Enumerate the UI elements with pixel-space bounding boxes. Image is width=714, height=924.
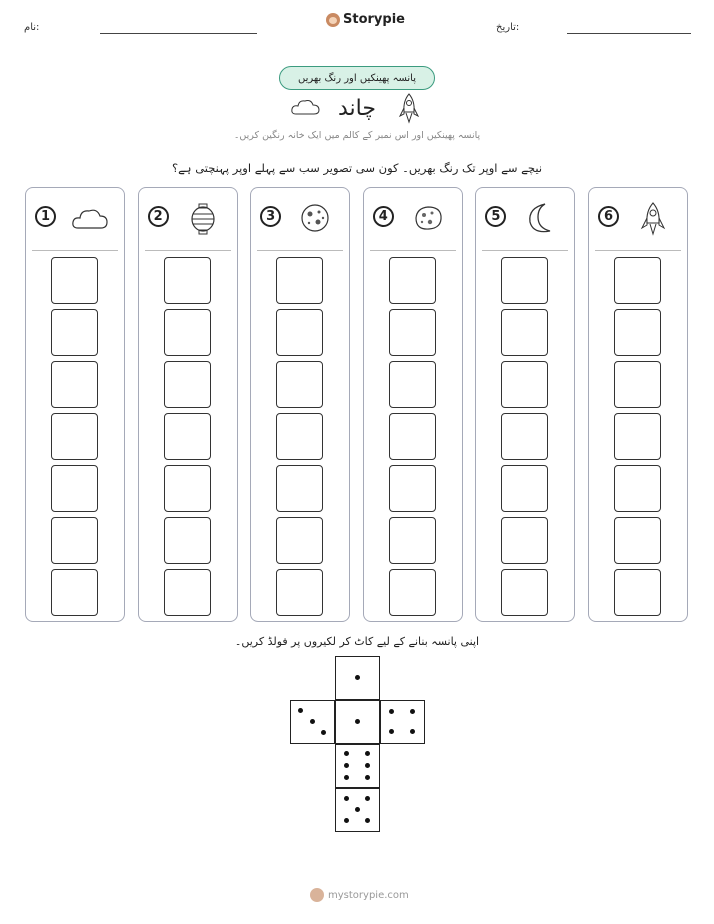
dice-pip: [410, 709, 415, 714]
race-column-4: [363, 187, 463, 622]
dice-face-6: [335, 744, 380, 788]
column-number: 3: [260, 206, 281, 227]
column-divider: [595, 250, 681, 251]
dice-pip: [344, 763, 349, 768]
race-column-2: [138, 187, 238, 622]
rocket-icon: [398, 92, 420, 124]
bear-logo-icon: [310, 888, 324, 902]
column-number: 4: [373, 206, 394, 227]
name-label: نام:: [24, 22, 40, 33]
instructions-subtitle: پانسہ پھینکیں اور اس نمبر کے کالم میں ایک خانہ رنگین کریں۔: [233, 130, 481, 141]
column-divider: [482, 250, 568, 251]
color-cell[interactable]: [501, 309, 548, 356]
dice-pip: [365, 751, 370, 756]
color-cell[interactable]: [389, 517, 436, 564]
color-cell[interactable]: [164, 361, 211, 408]
race-column-3: [250, 187, 350, 622]
color-cell[interactable]: [614, 257, 661, 304]
color-cell[interactable]: [614, 361, 661, 408]
dice-pip: [344, 775, 349, 780]
dice-pip: [365, 775, 370, 780]
color-cell[interactable]: [614, 413, 661, 460]
color-cell[interactable]: [389, 569, 436, 616]
page-title: چاند: [338, 96, 376, 121]
color-cell[interactable]: [614, 309, 661, 356]
dice-pip: [355, 675, 360, 680]
dice-face-1: [335, 700, 380, 744]
date-label: تاریخ:: [496, 22, 520, 33]
color-cell[interactable]: [276, 517, 323, 564]
dice-pip: [355, 719, 360, 724]
dice-pip: [321, 730, 326, 735]
color-cell[interactable]: [501, 413, 548, 460]
dice-pip: [410, 729, 415, 734]
cloud-icon: [290, 96, 322, 118]
color-cell[interactable]: [51, 569, 98, 616]
color-cell[interactable]: [164, 517, 211, 564]
color-cell[interactable]: [501, 569, 548, 616]
color-cell[interactable]: [501, 361, 548, 408]
dice-pip: [365, 763, 370, 768]
race-question: نیچے سے اوپر تک رنگ بھریں۔ کون سی تصویر سب سے پہلے اوپر پہنچتی ہے؟: [171, 161, 543, 175]
color-cell[interactable]: [51, 465, 98, 512]
lantern-planet-icon: [183, 200, 223, 236]
color-cell[interactable]: [164, 413, 211, 460]
color-cell[interactable]: [51, 309, 98, 356]
race-column-6: [588, 187, 688, 622]
dice-pip: [310, 719, 315, 724]
color-cell[interactable]: [614, 465, 661, 512]
crescent-moon-icon: [520, 200, 560, 236]
race-column-5: [475, 187, 575, 622]
color-cell[interactable]: [614, 517, 661, 564]
color-cell[interactable]: [389, 257, 436, 304]
dice-face-4: [380, 700, 425, 744]
column-number: 1: [35, 206, 56, 227]
color-cell[interactable]: [501, 257, 548, 304]
asteroid-icon: [408, 200, 448, 236]
color-cell[interactable]: [389, 361, 436, 408]
color-cell[interactable]: [51, 361, 98, 408]
dice-pip: [389, 729, 394, 734]
color-cell[interactable]: [164, 465, 211, 512]
rocket-icon: [633, 200, 673, 236]
column-number: 6: [598, 206, 619, 227]
dice-pip: [389, 709, 394, 714]
dice-pip: [298, 708, 303, 713]
color-cell[interactable]: [501, 517, 548, 564]
dice-instruction: اپنی پانسہ بنانے کے لیے کاٹ کر لکیروں پر فولڈ کریں۔: [234, 635, 480, 648]
dice-pip: [365, 818, 370, 823]
color-cell[interactable]: [276, 413, 323, 460]
dice-face-1: [335, 656, 380, 700]
footer: [310, 888, 409, 902]
bear-logo-icon: [326, 13, 340, 27]
color-cell[interactable]: [51, 413, 98, 460]
color-cell[interactable]: [614, 569, 661, 616]
dice-pip: [365, 796, 370, 801]
color-cell[interactable]: [276, 465, 323, 512]
color-cell[interactable]: [501, 465, 548, 512]
color-cell[interactable]: [164, 257, 211, 304]
dice-pip: [344, 818, 349, 823]
color-cell[interactable]: [164, 309, 211, 356]
dice-pip: [344, 796, 349, 801]
column-number: 5: [485, 206, 506, 227]
dice-face-5: [335, 788, 380, 832]
column-divider: [370, 250, 456, 251]
color-cell[interactable]: [389, 413, 436, 460]
color-cell[interactable]: [389, 465, 436, 512]
name-line: [100, 33, 257, 34]
column-divider: [145, 250, 231, 251]
dice-pip: [355, 807, 360, 812]
color-cell[interactable]: [276, 361, 323, 408]
activity-pill: پانسہ پھینکیں اور رنگ بھریں: [279, 66, 435, 90]
race-column-1: [25, 187, 125, 622]
column-divider: [257, 250, 343, 251]
dice-pip: [344, 751, 349, 756]
color-cell[interactable]: [51, 257, 98, 304]
full-moon-icon: [295, 200, 335, 236]
color-cell[interactable]: [51, 517, 98, 564]
column-divider: [32, 250, 118, 251]
color-cell[interactable]: [164, 569, 211, 616]
footer-site: mystorypie.com: [328, 889, 409, 901]
color-cell[interactable]: [276, 257, 323, 304]
brand-name: Storypie: [343, 12, 405, 27]
cloud-icon: [70, 200, 110, 236]
column-number: 2: [148, 206, 169, 227]
dice-face-3: [290, 700, 335, 744]
color-cell[interactable]: [389, 309, 436, 356]
brand-logo: [326, 12, 405, 27]
color-cell[interactable]: [276, 569, 323, 616]
color-cell[interactable]: [276, 309, 323, 356]
date-line: [567, 33, 691, 34]
dice-net: [290, 656, 425, 836]
